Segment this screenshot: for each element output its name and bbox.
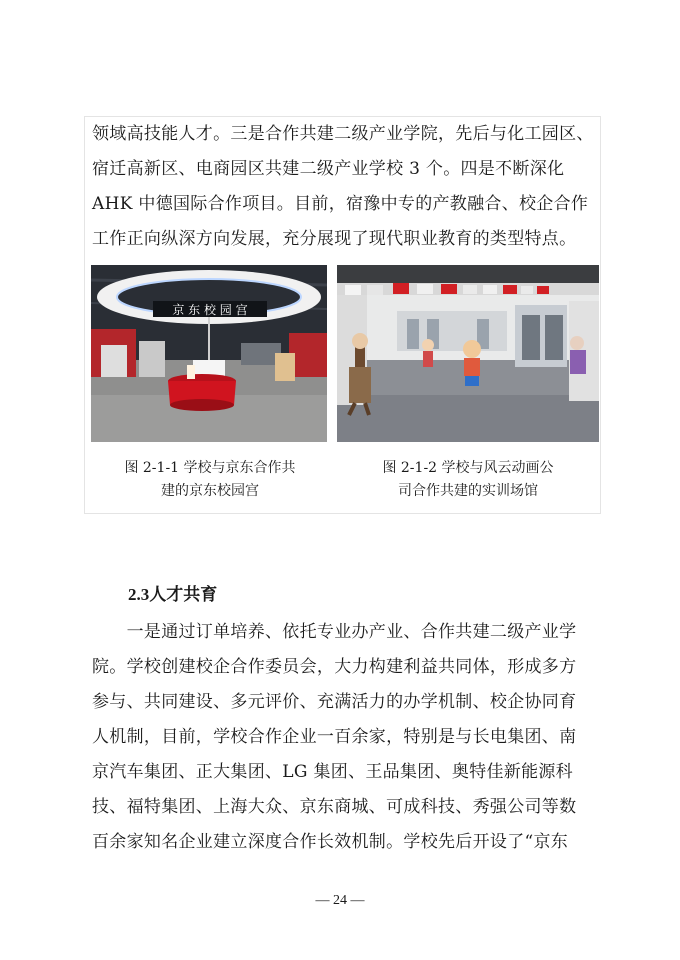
caption-left bbox=[92, 457, 328, 503]
photo-training-venue bbox=[337, 265, 599, 442]
body-line-1: 一是通过订单培养、依托专业办产业、合作共建二级产业学 bbox=[92, 622, 577, 642]
section-title: 人才共育 bbox=[149, 585, 218, 605]
body-line-5: 京汽车集团、正大集团、LG 集团、王品集团、奥特佳新能源科 bbox=[92, 762, 573, 782]
caption-right bbox=[337, 457, 599, 503]
page-number: — 24 — bbox=[315, 893, 365, 908]
body-line-2: 院。学校创建校企合作委员会，大力构建利益共同体，形成多方 bbox=[92, 657, 577, 677]
photo-sign-text: 京 东 校 园 宫 bbox=[172, 303, 248, 317]
section-heading bbox=[128, 580, 217, 605]
intro-line-4: 工作正向纵深方向发展，充分展现了现代职业教育的类型特点。 bbox=[92, 229, 577, 249]
body-line-3: 参与、共同建设、多元评价、充满活力的办学机制、校企协同育 bbox=[92, 692, 577, 712]
body-line-6: 技、福特集团、上海大众、京东商城、可成科技、秀强公司等数 bbox=[92, 797, 577, 817]
caption-left-line-1: 图 2-1-1 学校与京东合作共 bbox=[124, 460, 296, 476]
section-number: 2.3 bbox=[128, 585, 150, 604]
caption-right-line-1: 图 2-1-2 学校与风云动画公 bbox=[382, 460, 554, 476]
intro-line-1: 领域高技能人才。三是合作共建二级产业学院，先后与化工园区、 bbox=[92, 124, 594, 144]
photo-jd-campus-hall bbox=[91, 265, 327, 442]
body-line-4: 人机制，目前，学校合作企业一百余家，特别是与长电集团、南 bbox=[92, 727, 577, 747]
caption-right-line-2: 司合作共建的实训场馆 bbox=[398, 483, 538, 499]
intro-line-2: 宿迁高新区、电商园区共建二级产业学校 3 个。四是不断深化 bbox=[92, 159, 565, 179]
intro-line-3: AHK 中德国际合作项目。目前，宿豫中专的产教融合、校企合作 bbox=[92, 194, 589, 214]
body-line-7: 百余家知名企业建立深度合作长效机制。学校先后开设了“京东 bbox=[92, 832, 569, 852]
caption-left-line-2: 建的京东校园宫 bbox=[161, 483, 259, 499]
